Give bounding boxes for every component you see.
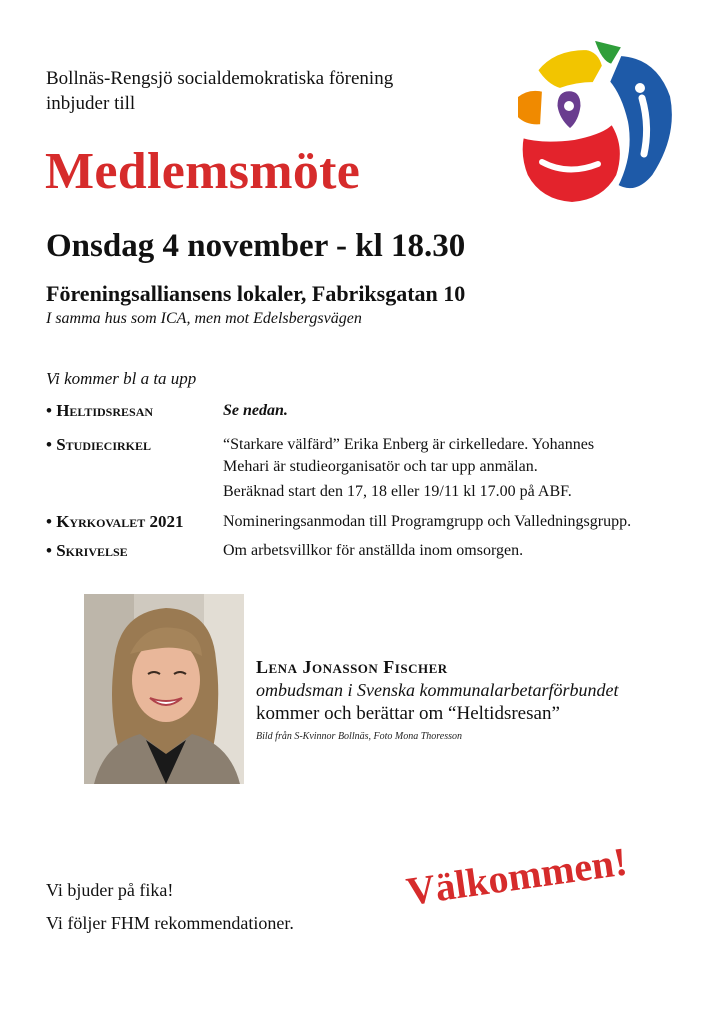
organization-name: Bollnäs-Rengsjö socialdemokratiska förening [46,68,394,89]
agenda-item-description [223,400,696,422]
agenda-item-description [223,540,696,562]
speaker-name: Lena Jonasson Fischer [256,657,448,677]
agenda-item-line: Se nedan. [223,402,288,419]
agenda-item-line: Mehari är studieorganisatör och tar upp anmälan. [223,458,538,475]
invitation-text: inbjuder till [46,93,136,114]
meeting-datetime: Onsdag 4 november - kl 18.30 [46,228,466,264]
speaker-topic: kommer och berättar om “Heltidsresan” [256,703,560,724]
agenda-item-line: Om arbetsvillkor för anställda inom omsorgen. [223,542,524,559]
agenda-item-kyrkovalet [46,511,696,533]
agenda-item-label: • Heltidsresan [46,401,154,420]
agenda-item-label: • Studiecirkel [46,435,152,454]
meeting-venue: Föreningsalliansens lokaler, Fabriksgatan 10 [46,281,466,306]
venue-note: I samma hus som ICA, men mot Edelsbergsvägen [46,310,362,327]
photo-credit: Bild från S-Kvinnor Bollnäs, Foto Mona Thoresson [256,731,463,742]
welcome-text: Välkommen! [403,838,630,915]
fika-note: Vi bjuder på fika! [46,880,174,900]
fhm-note: Vi följer FHM rekommendationer. [46,913,294,933]
agenda-list [46,400,696,569]
speaker-role: ombudsman i Svenska kommunalarbetarförbundet [256,680,619,700]
agenda-item-line: “Starkare välfärd” Erika Enberg är cirkelledare. Yohannes [223,436,595,453]
page-title: Medlemsmöte [45,143,361,200]
agenda-item-line: Nomineringsanmodan till Programgrupp och Valledningsgrupp. [223,513,632,530]
agenda-item-studiecirkel [46,434,696,503]
agenda-item-description [223,511,696,533]
agenda-item-label: • Skrivelse [46,541,128,560]
agenda-item-description [223,434,696,503]
agenda-item-heltidsresan [46,400,696,422]
speaker-photo [84,594,244,784]
agenda-item-line: Beräknad start den 17, 18 eller 19/11 kl 17.00 på ABF. [223,483,572,500]
organization-intro [46,66,393,116]
footer-notes [46,874,294,940]
agenda-intro: Vi kommer bl a ta upp [46,369,197,388]
logo-icon [508,26,688,211]
speaker-info [256,657,706,742]
agenda-item-skrivelse [46,540,696,562]
agenda-item-label: • Kyrkovalet 2021 [46,512,184,531]
